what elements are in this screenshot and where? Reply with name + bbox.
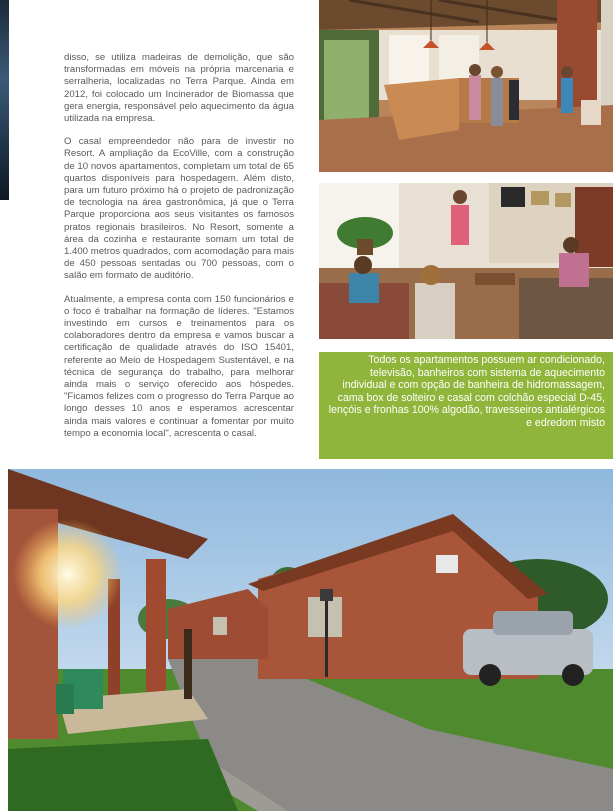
caption-text: Todos os apartamentos possuem ar condicionado, televisão, banheiros com sistema de aquecimento individual e com opção de banheira de hidromassagem, cama box de solteiro e casal com colchão especial D-45, lençóis e fronhas 100% algodão, travesseiros antialérgicos e edredom misto	[328, 354, 605, 429]
cottages-photo	[8, 469, 613, 811]
article-paragraph-2: O casal empreendedor não para de investir no Resort. A ampliação da EcoVille, com a construção de 10 novos apartamentos, completam um total de 65 quartos disponíveis para hospedagem. Além disto, para um futuro próximo há o projeto de padronização de tecnologia na área gastronômica, já que o Terra Parque proporciona aos seus visitantes os famosos pratos regionais brasileiros. No Resort, somente a área da cozinha e restaurante somam um total de 1.400 metros quadrados, com acomodação para mais de 450 pessoas sentadas ou 700 pessoas, com o salão em formato de auditório.	[64, 136, 294, 282]
article-text-column	[64, 52, 294, 451]
article-paragraph-1: disso, se utiliza madeiras de demolição, que são transformadas em móveis na própria marcenaria e serralheria, localizadas no Terra Parque. Ainda em 2012, foi colocado um Incinerador de Biomassa que gera energia, responsável pelo aquecimento da água utilizada na empresa.	[64, 52, 294, 125]
previous-photo-edge	[0, 0, 9, 200]
reception-photo	[319, 0, 613, 172]
article-paragraph-3: Atualmente, a empresa conta com 150 funcionários e o foco é trabalhar na formação de líderes. "Estamos investindo em cursos e treinamentos para os colaboradores dentro da empresa e vamos buscar a certificação de qualidade através do ISO 15401, referente ao Meio de Hospedagem Sustentável, e na técnica de segurança do trabalho, para melhorar ainda mais o serviço oferecido aos hóspedes. "Ficamos felizes com o progresso do Terra Parque ao longo desses 10 anos e esperamos acrescentar ainda mais valores e continuar a fomentar por muito tempo a economia local", acrescenta o casal.	[64, 293, 294, 439]
lounge-photo	[319, 183, 613, 339]
caption-box	[319, 352, 613, 459]
